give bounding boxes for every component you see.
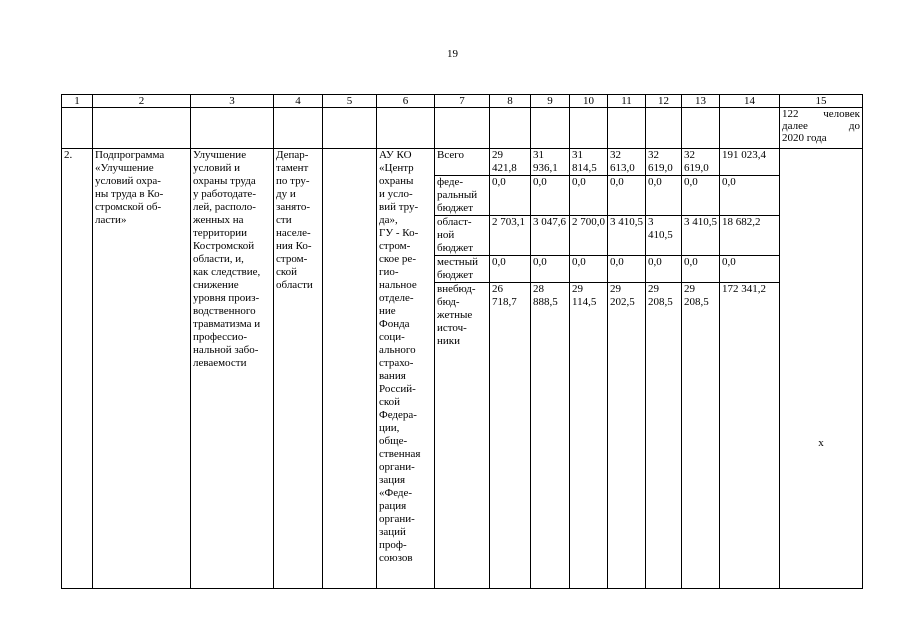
x-mark: х [818, 437, 824, 449]
amount-cell: 0,0 [531, 256, 570, 283]
amount-cell: 0,0 [608, 256, 646, 283]
column-5-cell [323, 149, 377, 589]
amount-cell: 31 936,1 [531, 149, 570, 176]
amount-cell: 29 114,5 [570, 283, 608, 589]
page-number: 19 [447, 48, 458, 60]
column-15-cell [780, 149, 863, 589]
column-header: 7 [435, 95, 490, 108]
column-header: 8 [490, 95, 531, 108]
amount-total-cell: 0,0 [720, 256, 780, 283]
amount-cell: 0,0 [570, 176, 608, 216]
amount-cell: 0,0 [646, 176, 682, 216]
amount-total-cell: 172 341,2 [720, 283, 780, 589]
amount-total-cell: 191 023,4 [720, 149, 780, 176]
funding-source: Всего [435, 149, 490, 176]
funding-source: местный бюджет [435, 256, 490, 283]
carryover-row [62, 108, 863, 149]
note-text: далее [782, 120, 808, 132]
column-header: 3 [191, 95, 274, 108]
amount-cell: 0,0 [682, 256, 720, 283]
column-header: 12 [646, 95, 682, 108]
amount-cell: 2 700,0 [570, 216, 608, 256]
column-header: 10 [570, 95, 608, 108]
column-header: 4 [274, 95, 323, 108]
amount-cell: 0,0 [646, 256, 682, 283]
amount-cell: 0,0 [608, 176, 646, 216]
amount-cell: 32 619,0 [682, 149, 720, 176]
column-header: 2 [93, 95, 191, 108]
amount-cell: 3 410,5 [646, 216, 682, 256]
amount-cell: 3 410,5 [682, 216, 720, 256]
column-header: 14 [720, 95, 780, 108]
column-header: 13 [682, 95, 720, 108]
column-header: 9 [531, 95, 570, 108]
amount-cell: 3 410,5 [608, 216, 646, 256]
subprogram-name: Подпрограмма «Улучшение условий охра- ны труда в Ко- стромской об- ласти» [93, 149, 191, 589]
column-15-note [780, 108, 863, 149]
subprogram-goal: Улучшение условий и охраны труда у работодате- лей, располо- женных на территории Костромской области, и, как следствие, снижение уровня произ- водственного травматизма и профессио- нальной забо- леваемости [191, 149, 274, 589]
funding-source: феде- ральный бюджет [435, 176, 490, 216]
amount-cell: 32 619,0 [646, 149, 682, 176]
note-text: до [848, 120, 860, 132]
column-header: 6 [377, 95, 435, 108]
amount-cell: 0,0 [570, 256, 608, 283]
amount-total-cell: 18 682,2 [720, 216, 780, 256]
amount-cell: 31 814,5 [570, 149, 608, 176]
note-text: человек [823, 108, 860, 120]
amount-cell: 0,0 [490, 256, 531, 283]
co-executors: АУ КО «Центр охраны и усло- вий тру- да», ГУ - Ко- стром- ское ре- гио- нальное отделе- ние Фонда соци- ального страхо- вания Россий- ской Федера- ции, обще- ственная органи- зация «Феде- рация органи- заций проф- союзов [377, 149, 435, 589]
funding-source: област- ной бюджет [435, 216, 490, 256]
amount-cell: 29 208,5 [646, 283, 682, 589]
note-text: 122 [782, 108, 799, 120]
program-table [61, 94, 863, 589]
amount-cell: 29 208,5 [682, 283, 720, 589]
amount-cell: 26 718,7 [490, 283, 531, 589]
amount-cell: 0,0 [682, 176, 720, 216]
amount-cell: 29 421,8 [490, 149, 531, 176]
column-numbers-row [62, 95, 863, 108]
column-header: 11 [608, 95, 646, 108]
amount-cell: 29 202,5 [608, 283, 646, 589]
funding-source: внебюд- бюд- жетные источ- ники [435, 283, 490, 589]
note-text: 2020 года [782, 132, 827, 144]
table-row [62, 149, 863, 176]
row-number: 2. [62, 149, 93, 589]
amount-cell: 2 703,1 [490, 216, 531, 256]
column-header: 1 [62, 95, 93, 108]
column-header: 15 [780, 95, 863, 108]
amount-cell: 0,0 [531, 176, 570, 216]
amount-cell: 28 888,5 [531, 283, 570, 589]
amount-cell: 3 047,6 [531, 216, 570, 256]
amount-cell: 0,0 [490, 176, 531, 216]
column-header: 5 [323, 95, 377, 108]
responsible-executor: Депар- тамент по тру- ду и занято- сти населе- ния Ко- стром- ской области [274, 149, 323, 589]
amount-total-cell: 0,0 [720, 176, 780, 216]
amount-cell: 32 613,0 [608, 149, 646, 176]
